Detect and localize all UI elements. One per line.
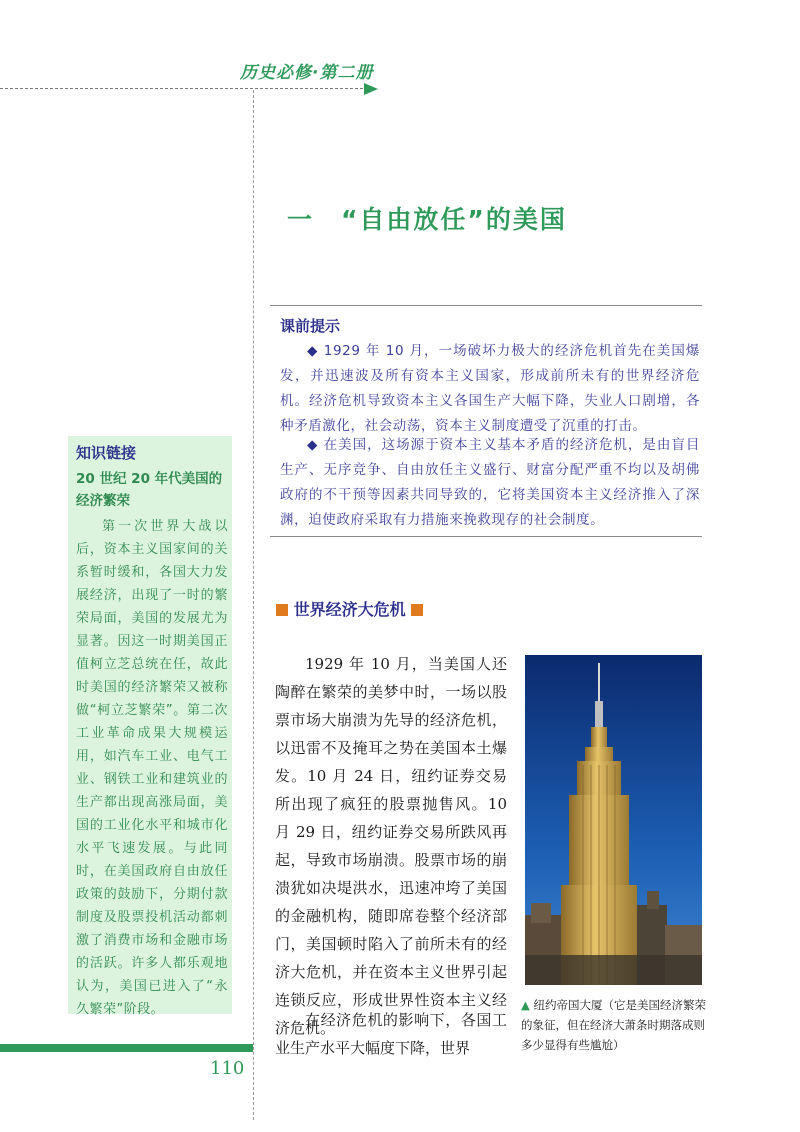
triangle-marker-icon: ▲ [521, 998, 530, 1012]
vertical-dashed-rule [253, 90, 254, 1120]
running-title: 历史必修·第二册 [240, 63, 374, 83]
body-paragraph-1: 1929 年 10 月，当美国人还陶醉在繁荣的美梦中时，一场以股票市场大崩溃为先导的经济危机，以迅雷不及掩耳之势在美国本土爆发。10 月 24 日，纽约证券交易所出现了疯狂的股票抛售风。10 月 29 日，纽约证券交易所跌风再起，导致市场崩溃。股票市场的崩溃犹如决堤洪水，迅速冲垮了美国的金融机构，随即席卷整个经济部门，美国顿时陷入了前所未有的经济大危机，并在资本主义世界引起连锁反应，形成世界性资本主义经济危机。 [275, 655, 507, 1037]
section-title: 世界经济大危机 [293, 600, 406, 619]
diamond-icon: ◆ [307, 343, 319, 359]
square-bullet-icon [276, 604, 288, 616]
section-heading [276, 597, 423, 620]
body-paragraph-2: 在经济危机的影响下，各国工业生产水平大幅度下降，世界 [275, 1011, 507, 1057]
header-dashed-rule [0, 88, 368, 89]
empire-state-building-photo [525, 655, 702, 985]
page-number: 110 [210, 1058, 245, 1079]
figure-caption [521, 995, 707, 1055]
chapter-title: 一 “自由放任”的美国 [287, 205, 567, 234]
sidebar-subtitle: 20 世纪 20 年代美国的经济繁荣 [76, 471, 223, 509]
footer-green-bar [0, 1044, 253, 1052]
hint-text: 在美国，这场源于资本主义基本矛盾的经济危机，是由盲目生产、无序竞争、自由放任主义盛行、财富分配严重不均以及胡佛政府的不干预等因素共同导致的，它将美国资本主义经济推入了深渊，迫使政府采取有力措施来挽救现存的社会制度。 [280, 437, 700, 528]
hint-title: 课前提示 [280, 317, 341, 335]
diamond-icon: ◆ [307, 437, 319, 453]
hint-paragraph-2 [280, 433, 700, 533]
header-arrow-icon [364, 83, 378, 95]
sidebar-body: 第一次世界大战以后，资本主义国家间的关系暂时缓和，各国大力发展经济，出现了一时的繁荣局面，美国的发展尤为显著。因这一时期美国正值柯立芝总统在任，故此时美国的经济繁荣又被称做“柯立芝繁荣”。第二次工业革命成果大规模运用，如汽车工业、电气工业、钢铁工业和建筑业的生产都出现高涨局面，美国的工业化水平和城市化水平飞速发展。与此同时，在美国政府自由放任政策的鼓励下，分期付款制度及股票投机活动都刺激了消费市场和金融市场的活跃。许多人都乐观地认为，美国已进入了“永久繁荣”阶段。 [76, 519, 228, 1017]
square-bullet-icon [411, 604, 423, 616]
hint-text: 1929 年 10 月，一场破坏力极大的经济危机首先在美国爆发，并迅速波及所有资本主义国家，形成前所未有的世界经济危机。经济危机导致资本主义各国生产大幅下降，失业人口剧增，各种矛盾激化，社会动荡，资本主义制度遭受了沉重的打击。 [280, 343, 700, 434]
hint-paragraph-1 [280, 339, 700, 439]
caption-text: 纽约帝国大厦（它是美国经济繁荣的象征，但在经济大萧条时期落成则多少显得有些尴尬） [521, 998, 707, 1052]
sidebar-title: 知识链接 [76, 444, 137, 462]
